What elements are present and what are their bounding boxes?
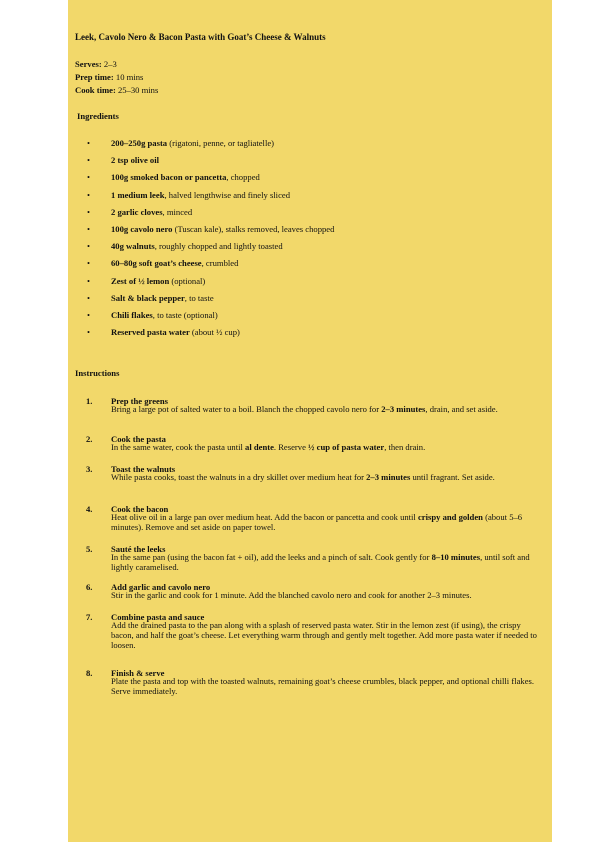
step-number: 7. <box>86 612 93 622</box>
ingredient-name: 200–250g pasta <box>111 138 168 148</box>
step-number: 3. <box>86 464 93 474</box>
step-emphasis: 2–3 minutes <box>381 404 426 415</box>
ingredient-detail: , crumbled <box>201 258 239 269</box>
bullet-icon: • <box>87 206 91 217</box>
bullet-icon: • <box>87 189 91 200</box>
ingredient-detail: (Tuscan kale), stalks removed, leaves chopped <box>172 223 335 234</box>
serves-line <box>75 59 117 69</box>
ingredient-detail: , halved lengthwise and finely sliced <box>164 189 290 200</box>
ingredient-name: 1 medium leek <box>111 189 165 200</box>
step-title: Cook the bacon <box>111 504 169 514</box>
ingredient-detail: (optional) <box>169 275 206 286</box>
step-text: While pasta cooks, toast the walnuts in a dry skillet over medium heat for <box>111 472 367 483</box>
step-number: 1. <box>86 396 93 406</box>
step-body <box>111 621 539 650</box>
ingredient-name: Chili flakes <box>111 309 153 320</box>
ingredient-detail: , to taste (optional) <box>152 309 218 320</box>
bullet-icon: • <box>87 327 91 338</box>
step-number: 8. <box>86 668 93 678</box>
step-body <box>111 513 539 532</box>
prep-time-label: Prep time: <box>75 72 114 82</box>
prep-time-line <box>75 72 143 82</box>
instructions-heading: Instructions <box>75 368 120 378</box>
ingredient-item <box>75 241 545 258</box>
ingredient-name: Zest of ½ lemon <box>111 275 170 286</box>
step-number: 6. <box>86 582 93 592</box>
ingredient-detail: (about ½ cup) <box>189 327 240 338</box>
ingredient-item <box>75 155 545 172</box>
ingredient-item <box>75 224 545 241</box>
ingredients-heading: Ingredients <box>77 111 119 121</box>
step-text: In the same water, cook the pasta until <box>111 442 246 453</box>
step-title: Finish & serve <box>111 668 165 678</box>
ingredient-item <box>75 327 545 344</box>
step-title: Sauté the leeks <box>111 544 166 554</box>
ingredient-name: 2 garlic cloves <box>111 206 163 217</box>
ingredient-name: 100g smoked bacon or pancetta <box>111 172 227 183</box>
bullet-icon: • <box>87 258 91 269</box>
step-text: , then drain. <box>384 442 426 453</box>
ingredient-item <box>75 138 545 155</box>
step-body <box>111 443 539 453</box>
prep-time-value: 10 mins <box>113 72 144 82</box>
step-text: , drain, and set aside. <box>425 404 498 415</box>
step-body <box>111 677 539 696</box>
step-title: Combine pasta and sauce <box>111 612 205 622</box>
cook-time-label: Cook time: <box>75 85 116 95</box>
step-title: Add garlic and cavolo nero <box>111 582 211 592</box>
serves-label: Serves: <box>75 59 102 69</box>
step-text: Bring a large pot of salted water to a boil. Blanch the chopped cavolo nero for <box>111 404 382 415</box>
recipe-title: Leek, Cavolo Nero & Bacon Pasta with Goat’s Cheese & Walnuts <box>75 32 326 42</box>
ingredient-item <box>75 293 545 310</box>
step-body <box>111 473 539 483</box>
ingredient-item <box>75 172 545 189</box>
ingredient-detail: , minced <box>162 206 193 217</box>
ingredient-name: 60–80g soft goat’s cheese <box>111 258 202 269</box>
step-text: , until soft and lightly caramelised. <box>111 552 530 572</box>
step-text: until fragrant. Set aside. <box>410 472 495 483</box>
ingredient-name: Salt & black pepper <box>111 292 185 303</box>
step-emphasis: crispy and golden <box>417 512 483 523</box>
ingredient-item <box>75 207 545 224</box>
ingredient-item <box>75 190 545 207</box>
bullet-icon: • <box>87 138 91 148</box>
bullet-icon: • <box>87 275 91 286</box>
step-body <box>111 553 539 572</box>
bullet-icon: • <box>87 292 91 303</box>
serves-value: 2–3 <box>101 59 117 69</box>
ingredient-item <box>75 310 545 327</box>
bullet-icon: • <box>87 223 91 234</box>
step-title: Toast the walnuts <box>111 464 176 474</box>
step-emphasis: al dente <box>245 442 274 453</box>
ingredient-detail: , roughly chopped and lightly toasted <box>154 241 283 252</box>
step-text: In the same pan (using the bacon fat + oil), add the leeks and a pinch of salt. Cook gently for <box>111 552 432 563</box>
step-text: Heat olive oil in a large pan over medium heat. Add the bacon or pancetta and cook until <box>111 512 418 523</box>
ingredient-detail: , chopped <box>226 172 260 183</box>
ingredient-item <box>75 276 545 293</box>
bullet-icon: • <box>87 309 91 320</box>
ingredient-name: 2 tsp olive oil <box>111 155 159 166</box>
step-body <box>111 591 539 601</box>
step-text: (about 5–6 minutes). Remove and set aside on paper towel. <box>111 512 523 532</box>
step-number: 4. <box>86 504 93 514</box>
step-emphasis: 2–3 minutes <box>366 472 411 483</box>
ingredient-detail: (rigatoni, penne, or tagliatelle) <box>167 138 275 148</box>
step-text: Stir in the garlic and cook for 1 minute. Add the blanched cavolo nero and cook for another 2–3 minutes. <box>111 590 472 601</box>
cook-time-line <box>75 85 158 95</box>
ingredient-item <box>75 258 545 275</box>
step-text: Add the drained pasta to the pan along with a splash of reserved pasta water. Stir in the lemon zest (if using), the crispy bacon, and half the goat’s cheese. Let everything warm through and gently melt together. Add more pasta water if needed to loosen. <box>111 620 537 650</box>
ingredient-name: Reserved pasta water <box>111 327 190 338</box>
step-number: 5. <box>86 544 93 554</box>
ingredient-name: 40g walnuts <box>111 241 155 252</box>
step-number: 2. <box>86 434 93 444</box>
ingredient-detail: , to taste <box>184 292 214 303</box>
ingredients-list <box>75 138 545 344</box>
step-text: . Reserve <box>273 442 309 453</box>
ingredient-name: 100g cavolo nero <box>111 223 173 234</box>
step-emphasis: 8–10 minutes <box>431 552 481 563</box>
step-text: Plate the pasta and top with the toasted walnuts, remaining goat’s cheese crumbles, black pepper, and optional chilli flakes. Serve immediately. <box>111 676 535 696</box>
bullet-icon: • <box>87 241 91 252</box>
step-title: Prep the greens <box>111 396 168 406</box>
cook-time-value: 25–30 mins <box>115 85 159 95</box>
bullet-icon: • <box>87 172 91 183</box>
bullet-icon: • <box>87 155 91 166</box>
recipe-page <box>68 0 552 842</box>
step-body <box>111 405 539 415</box>
step-title: Cook the pasta <box>111 434 166 444</box>
step-emphasis: ½ cup of pasta water <box>308 442 385 453</box>
